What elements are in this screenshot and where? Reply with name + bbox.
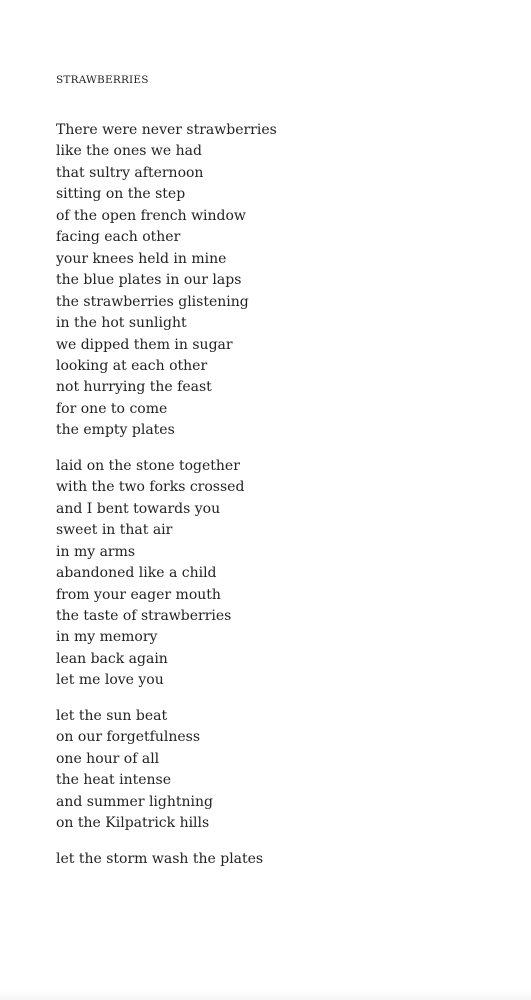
poem-line: the empty plates xyxy=(56,422,175,439)
poem-line: let the sun beat xyxy=(56,707,168,724)
poem-line: with the two forks crossed xyxy=(56,479,245,496)
poem-line: and summer lightning xyxy=(56,793,213,810)
poem-stanza xyxy=(56,120,496,442)
poem-line: and I bent towards you xyxy=(56,500,221,517)
poem-line: the heat intense xyxy=(56,772,171,789)
poem-line: on the Kilpatrick hills xyxy=(56,815,210,832)
poem-line: looking at each other xyxy=(56,357,208,374)
page-bottom-shadow xyxy=(0,990,531,1000)
poem-line: the taste of strawberries xyxy=(56,607,232,624)
poem-line: laid on the stone together xyxy=(56,457,240,474)
poem-line: one hour of all xyxy=(56,750,160,767)
poem-line: let the storm wash the plates xyxy=(56,850,264,867)
poem-line: for one to come xyxy=(56,400,168,417)
poem-line: the blue plates in our laps xyxy=(56,272,242,289)
poem-line: that sultry afternoon xyxy=(56,164,204,181)
poem-line: let me love you xyxy=(56,672,164,689)
poem-line: the strawberries glistening xyxy=(56,293,249,310)
poem-line: your knees held in mine xyxy=(56,250,227,267)
poem-stanza xyxy=(56,706,496,835)
poem-line: we dipped them in sugar xyxy=(56,336,233,353)
poem-line: from your eager mouth xyxy=(56,586,221,603)
poem-line: sitting on the step xyxy=(56,186,186,203)
poem-stanza xyxy=(56,849,496,870)
poem-line: facing each other xyxy=(56,229,181,246)
poem-line: on our forgetfulness xyxy=(56,729,201,746)
poem-body xyxy=(56,120,496,884)
poem-line: There were never strawberries xyxy=(56,122,277,138)
poem-line: abandoned like a child xyxy=(56,565,217,582)
poem-line: lean back again xyxy=(56,650,168,667)
poem-line: like the ones we had xyxy=(56,143,202,160)
poem-line: in my arms xyxy=(56,543,136,560)
poem-line: in my memory xyxy=(56,629,158,646)
poem-line: of the open french window xyxy=(56,207,246,224)
poem-stanza xyxy=(56,456,496,692)
poem-title: STRAWBERRIES xyxy=(56,74,149,86)
poem-line: not hurrying the feast xyxy=(56,379,212,396)
poem-line: in the hot sunlight xyxy=(56,315,187,332)
poem-line: sweet in that air xyxy=(56,522,173,539)
